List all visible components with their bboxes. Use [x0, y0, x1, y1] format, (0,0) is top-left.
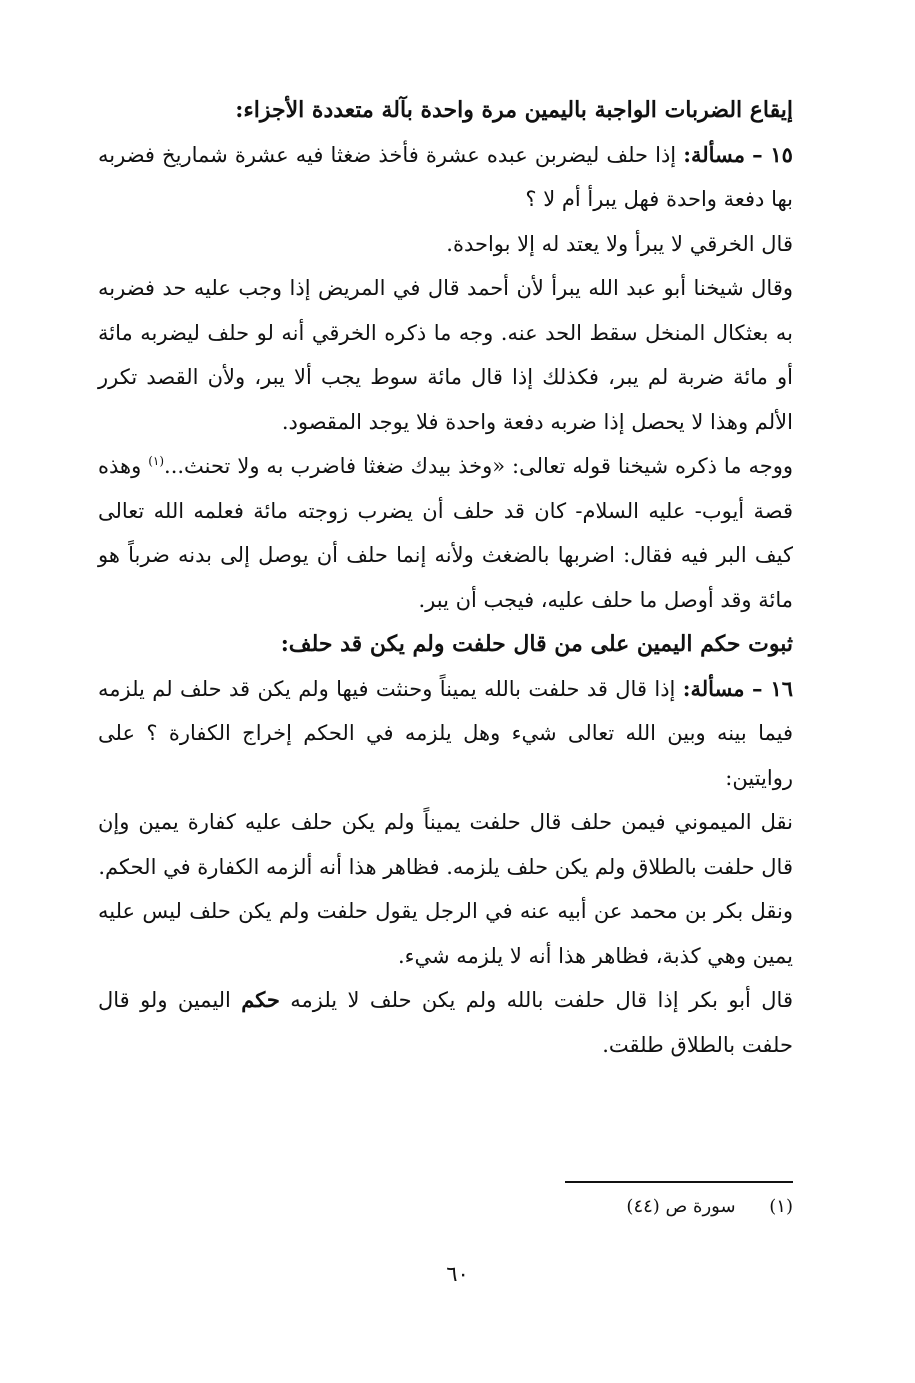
question-label: مسألة:	[683, 141, 746, 167]
paragraph-text: قال أبو بكر إذا قال حلفت بالله ولم يكن حلف لا يلزمه	[279, 988, 793, 1012]
paragraph-abubakr	[98, 978, 793, 1067]
page-number: ٦٠	[446, 1262, 469, 1286]
paragraph-kharqi: قال الخرقي لا يبرأ ولا يعتد له إلا بواحدة.	[446, 231, 793, 256]
paragraph-text: ووجه ما ذكره شيخنا قوله تعالى: «وخذ بيدك ضغثا فاضرب به ولا تحنث...	[164, 454, 793, 478]
question-number: ١٦ –	[751, 675, 793, 701]
emphasized-word: حكم	[241, 987, 280, 1012]
question-text: إذا قال قد حلفت بالله يميناً وحنثت فيها ولم يكن قد حلف لم يلزمه فيما بينه وبين الله تعالى شيء وهل يلزمه في الحكم إخراج الكفارة ؟ على روايتين:	[98, 676, 793, 790]
footnote-reference[interactable]: (١)	[148, 454, 165, 468]
paragraph-maymuni: نقل الميموني فيمن حلف قال حلفت يميناً ولم يكن حلف عليه كفارة يمين وإن قال حلفت بالطلاق ولم يكن حلف يلزمه. فظاهر هذا أنه ألزمه الكفارة في الحكم.	[98, 810, 793, 879]
footnote-mark: (١)	[769, 1196, 793, 1217]
section-heading-1: إيقاع الضربات الواجبة باليمين مرة واحدة بآلة متعددة الأجزاء:	[235, 97, 793, 123]
footnote	[393, 1193, 793, 1221]
footnote-text: سورة ص (٤٤)	[626, 1196, 736, 1217]
paragraph-text: وهذه قصة أيوب- عليه السلام- كان قد حلف أن يضرب زوجته مائة فعلمه الله تعالى كيف البر فيه فقال: اضربها بالضغث ولأنه إنما حلف أن يوصل إلى بدنه ضرباً هو مائة وقد أوصل ما حلف عليه، فيجب أن يبر.	[98, 454, 793, 612]
question-number: ١٥ –	[752, 141, 793, 167]
main-text	[98, 88, 793, 1067]
question-label: مسألة:	[682, 675, 745, 701]
question-16	[98, 667, 793, 801]
paragraph-wajh	[98, 444, 793, 622]
section-heading-2: ثبوت حكم اليمين على من قال حلفت ولم يكن قد حلف:	[280, 631, 793, 657]
paragraph-bakr: ونقل بكر بن محمد عن أبيه عنه في الرجل يقول حلفت ولم يكن حلف ليس عليه يمين وهي كذبة، فظاهر هذا أنه لا يلزمه شيء.	[98, 899, 793, 968]
paragraph-text: اليمين ولو قال حلفت بالطلاق طلقت.	[98, 988, 793, 1057]
question-text: إذا حلف ليضربن عبده عشرة فأخذ ضغثا فيه عشرة شماريخ فضربه بها دفعة واحدة فهل يبرأ أم لا ؟	[98, 142, 793, 211]
question-15	[98, 133, 793, 222]
paragraph-shaykh: وقال شيخنا أبو عبد الله يبرأ لأن أحمد قال في المريض إذا وجب عليه حد فضربه به بعثكال المنخل سقط الحد عنه. وجه ما ذكره الخرقي أنه لو حلف ليضربه مائة أو مائة ضربة لم يبر، فكذلك إذا قال مائة سوط يجب ألا يبر، ولأن القصد تكرر الألم وهذا لا يحصل إذا ضربه دفعة واحدة فلا يوجد المقصود.	[98, 276, 794, 434]
footnote-divider	[565, 1181, 793, 1183]
